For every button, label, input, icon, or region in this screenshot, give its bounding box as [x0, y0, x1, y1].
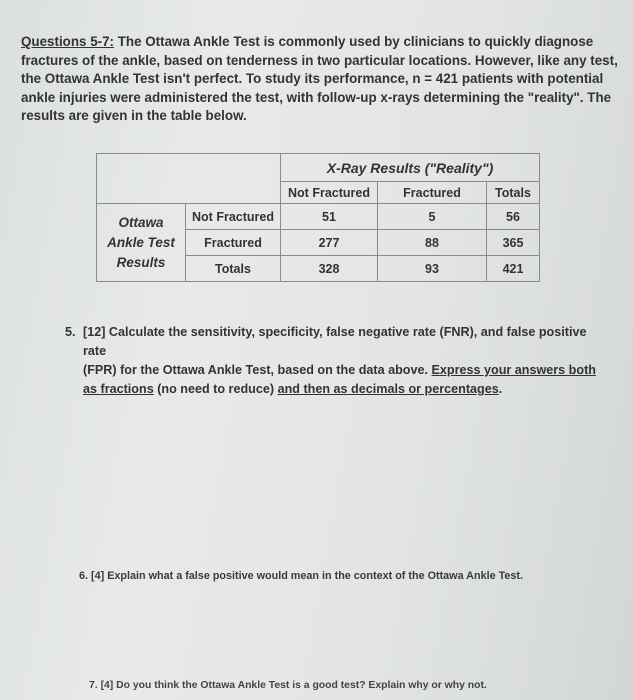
table-cell: 51 — [281, 204, 378, 230]
row-group-label-2: Ankle Test — [107, 234, 175, 250]
q5-emphasis-3: and then as decimals or percentages — [277, 382, 499, 396]
col-header-not-fractured: Not Fractured — [281, 182, 378, 204]
q5-line-3-end: . — [498, 382, 503, 396]
intro-line-3: the Ottawa Ankle Test isn't perfect. To study its performance, n = 421 patients with potential — [21, 71, 604, 87]
row-group-label-3: Results — [116, 254, 166, 270]
col-header-totals: Totals — [487, 182, 540, 204]
intro-line-4: ankle injuries were administered the test, with follow-up x-rays determining the "reality". The — [21, 89, 612, 105]
table-cell: 93 — [378, 256, 487, 282]
q5-emphasis-1: Express your answers both — [431, 363, 596, 377]
table-cell: 365 — [487, 230, 540, 256]
question-7 — [89, 680, 609, 691]
intro-paragraph — [21, 33, 626, 126]
ottawa-results-table — [96, 153, 540, 282]
table-cell: 421 — [487, 256, 540, 282]
q5-line-1: [12] Calculate the sensitivity, specificity, false negative rate (FNR), and false positive rate — [83, 325, 587, 358]
row-group-label-1: Ottawa — [118, 214, 164, 230]
intro-line-1: The Ottawa Ankle Test is commonly used by clinicians to quickly diagnose — [114, 34, 594, 49]
intro-lead: Questions 5-7: — [21, 34, 115, 49]
question-6-number: 6. — [79, 570, 89, 582]
question-5 — [65, 323, 610, 399]
table-cell: 56 — [487, 204, 540, 230]
table-blank-corner — [97, 154, 281, 204]
intro-line-2: fractures of the ankle, based on tenderness in two particular locations. However, like any test, — [21, 52, 618, 68]
row-label-not-fractured: Not Fractured — [186, 204, 281, 230]
question-5-text — [83, 323, 603, 399]
table-cell: 88 — [378, 230, 487, 256]
row-label-totals: Totals — [186, 256, 281, 282]
question-6-text: [4] Explain what a false positive would mean in the context of the Ottawa Ankle Test. — [91, 570, 523, 582]
row-group-label — [97, 204, 186, 282]
table-cell: 5 — [378, 204, 487, 230]
q5-line-2: (FPR) for the Ottawa Ankle Test, based on the data above. — [83, 363, 432, 377]
xray-header: X-Ray Results ("Reality") — [281, 154, 540, 182]
q5-emphasis-2: as fractions — [83, 382, 154, 396]
question-7-number: 7. — [89, 680, 98, 691]
table-cell: 328 — [281, 256, 378, 282]
question-7-text: [4] Do you think the Ottawa Ankle Test is a good test? Explain why or why not. — [100, 680, 487, 691]
col-header-fractured: Fractured — [378, 182, 487, 204]
question-6 — [79, 570, 599, 582]
intro-line-5: results are given in the table below. — [21, 108, 247, 124]
row-label-fractured: Fractured — [186, 230, 281, 256]
q5-line-3: (no need to reduce) — [153, 382, 278, 396]
table-cell: 277 — [281, 230, 378, 256]
question-5-number: 5. — [65, 325, 76, 339]
